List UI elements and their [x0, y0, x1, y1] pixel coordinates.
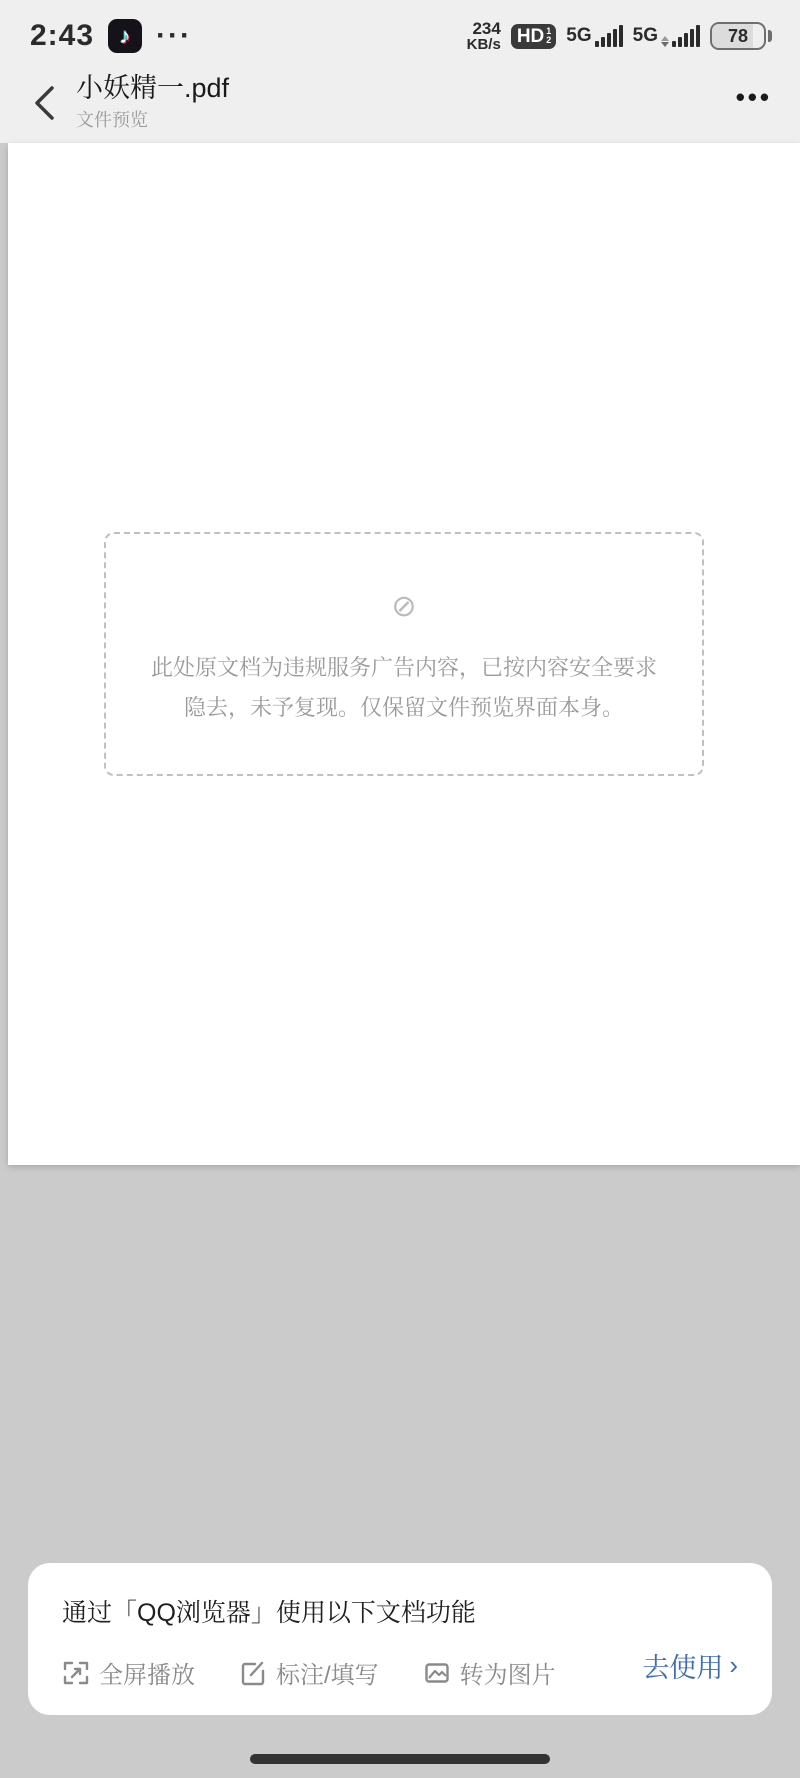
file-subtitle: 文件预览 [76, 110, 148, 131]
file-title: 小妖精一.pdf [76, 72, 230, 103]
battery-icon: 78 [710, 22, 772, 50]
signal-bars-icon [595, 25, 623, 47]
to-image-icon [423, 1659, 451, 1687]
volte-hd-icon: HD 1 2 [511, 24, 556, 49]
sheet-prompt: 通过「QQ浏览器」使用以下文档功能 [62, 1599, 476, 1627]
annotate-icon [239, 1659, 267, 1687]
home-indicator[interactable] [250, 1754, 550, 1764]
network-speed: 234 KB/s [466, 19, 501, 53]
file-preview-header [0, 62, 800, 143]
annotate-fill-button[interactable] [239, 1655, 379, 1690]
notification-ellipsis-icon: ··· [156, 19, 193, 52]
clock: 2:43 [30, 19, 95, 52]
fullscreen-icon [62, 1659, 90, 1687]
status-bar [0, 0, 800, 62]
action-label: 标注/填写 [276, 1662, 379, 1689]
data-arrows-icon [661, 25, 669, 47]
qq-browser-action-sheet [28, 1563, 772, 1715]
signal-sim2: 5G [633, 25, 700, 47]
tiktok-notification-icon: ♪ [108, 19, 142, 53]
action-label: 全屏播放 [99, 1662, 195, 1689]
signal-bars-icon [672, 25, 700, 47]
action-label: 转为图片 [459, 1662, 556, 1689]
redaction-icon: ⊘ [391, 590, 417, 624]
chevron-left-icon [33, 85, 55, 121]
redacted-content-notice: ⊘ 此处原文档为违规服务广告内容，已按内容安全要求隐去，未予复现。仅保留文件预览界面本身。 [104, 532, 704, 775]
convert-to-image-button[interactable] [423, 1655, 556, 1690]
pdf-viewport[interactable] [0, 143, 800, 1165]
chevron-right-icon: › [729, 1650, 738, 1680]
signal-sim1: 5G [566, 25, 622, 47]
more-options-button[interactable]: ••• [735, 82, 772, 112]
go-use-button[interactable]: 去使用 › [642, 1650, 738, 1683]
fullscreen-play-button[interactable] [62, 1655, 195, 1690]
pdf-page [8, 143, 800, 1165]
back-button[interactable] [24, 83, 64, 123]
